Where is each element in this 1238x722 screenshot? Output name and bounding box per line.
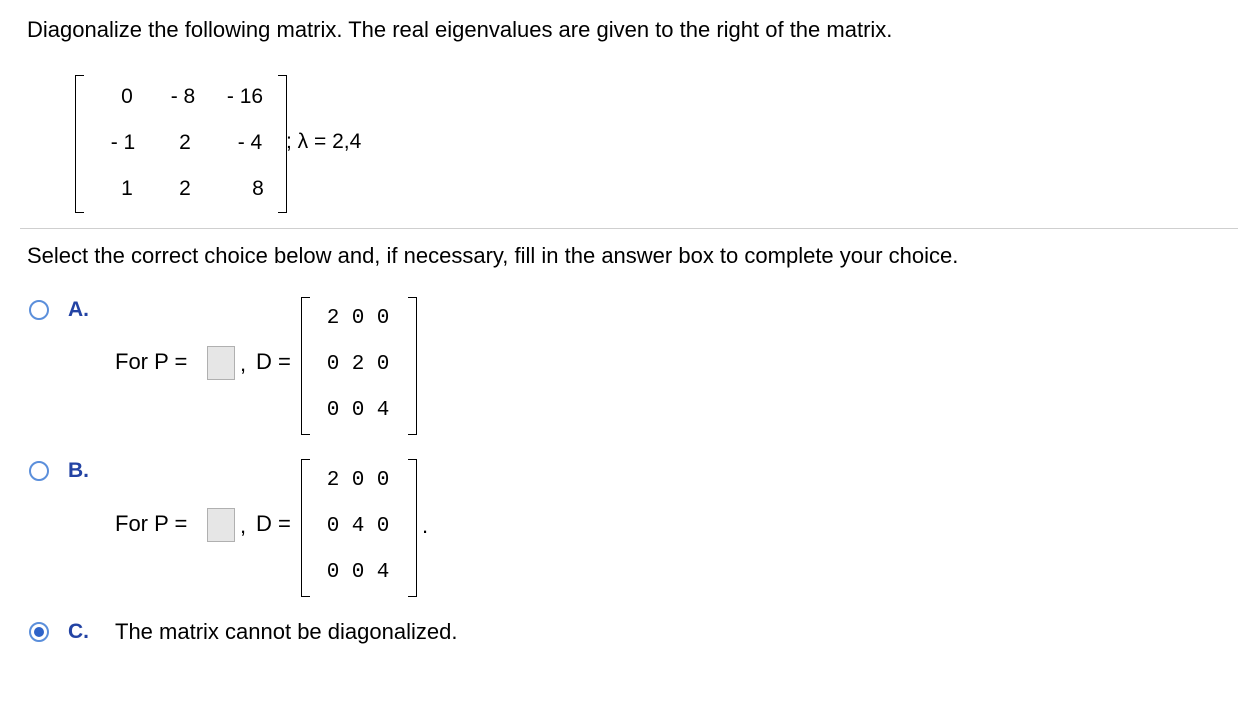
option-b-comma: , xyxy=(240,513,247,538)
option-a-letter: A. xyxy=(68,298,89,321)
matrix-cell: 0 xyxy=(351,469,365,492)
matrix-cell: 2 xyxy=(326,469,340,492)
matrix-left-bracket xyxy=(301,297,310,435)
matrix-left-bracket xyxy=(75,75,84,213)
matrix-cell: 0 xyxy=(376,515,390,538)
matrix-cell: 1 xyxy=(121,177,133,200)
matrix-cell: - 16 xyxy=(226,85,264,108)
matrix-cell: 0 xyxy=(376,307,390,330)
option-b-p-answer-box[interactable] xyxy=(207,508,235,542)
option-b-radio[interactable] xyxy=(29,461,49,481)
matrix-cell: 0 xyxy=(326,561,340,584)
matrix-right-bracket xyxy=(408,297,417,435)
option-a-p-answer-box[interactable] xyxy=(207,346,235,380)
matrix-cell: 2 xyxy=(179,177,191,200)
option-a-d-matrix xyxy=(301,297,421,437)
matrix-cell: 4 xyxy=(351,515,365,538)
matrix-cell: 0 xyxy=(351,561,365,584)
instruction-text: Select the correct choice below and, if necessary, fill in the answer box to complete your choice. xyxy=(27,243,959,268)
matrix-cell: 0 xyxy=(376,469,390,492)
matrix-left-bracket xyxy=(301,459,310,597)
matrix-cell: 4 xyxy=(376,561,390,584)
matrix-cell: 2 xyxy=(326,307,340,330)
option-b-for-p-label: For P = xyxy=(115,511,188,536)
matrix-cell: 2 xyxy=(179,131,191,154)
option-b-trailing-period: . xyxy=(422,513,429,538)
matrix-cell: 8 xyxy=(252,177,264,200)
matrix-cell: 4 xyxy=(376,399,390,422)
matrix-cell: 0 xyxy=(351,307,365,330)
option-a-for-p-label: For P = xyxy=(115,349,188,374)
eigenvalues-label: ; λ = 2,4 xyxy=(286,130,362,153)
option-c-letter: C. xyxy=(68,620,89,643)
matrix-right-bracket xyxy=(408,459,417,597)
matrix-cell: - 8 xyxy=(170,85,196,108)
section-divider xyxy=(20,228,1238,229)
option-a-d-label: D = xyxy=(256,349,291,374)
given-matrix xyxy=(75,75,295,215)
matrix-cell: 0 xyxy=(351,399,365,422)
matrix-cell: - 1 xyxy=(110,131,136,154)
matrix-cell: 0 xyxy=(121,85,133,108)
option-b-letter: B. xyxy=(68,459,89,482)
matrix-cell: 0 xyxy=(326,399,340,422)
option-a-comma: , xyxy=(240,351,247,376)
matrix-cell: 2 xyxy=(351,353,365,376)
matrix-cell: 0 xyxy=(376,353,390,376)
option-c-radio[interactable] xyxy=(29,622,49,642)
matrix-cell: 0 xyxy=(326,515,340,538)
matrix-cell: - 4 xyxy=(237,131,263,154)
option-b-d-matrix xyxy=(301,459,421,599)
option-a-radio[interactable] xyxy=(29,300,49,320)
question-text: Diagonalize the following matrix. The real eigenvalues are given to the right of the matrix. xyxy=(27,17,893,42)
option-b-d-label: D = xyxy=(256,511,291,536)
option-c-text: The matrix cannot be diagonalized. xyxy=(115,619,458,644)
matrix-cell: 0 xyxy=(326,353,340,376)
